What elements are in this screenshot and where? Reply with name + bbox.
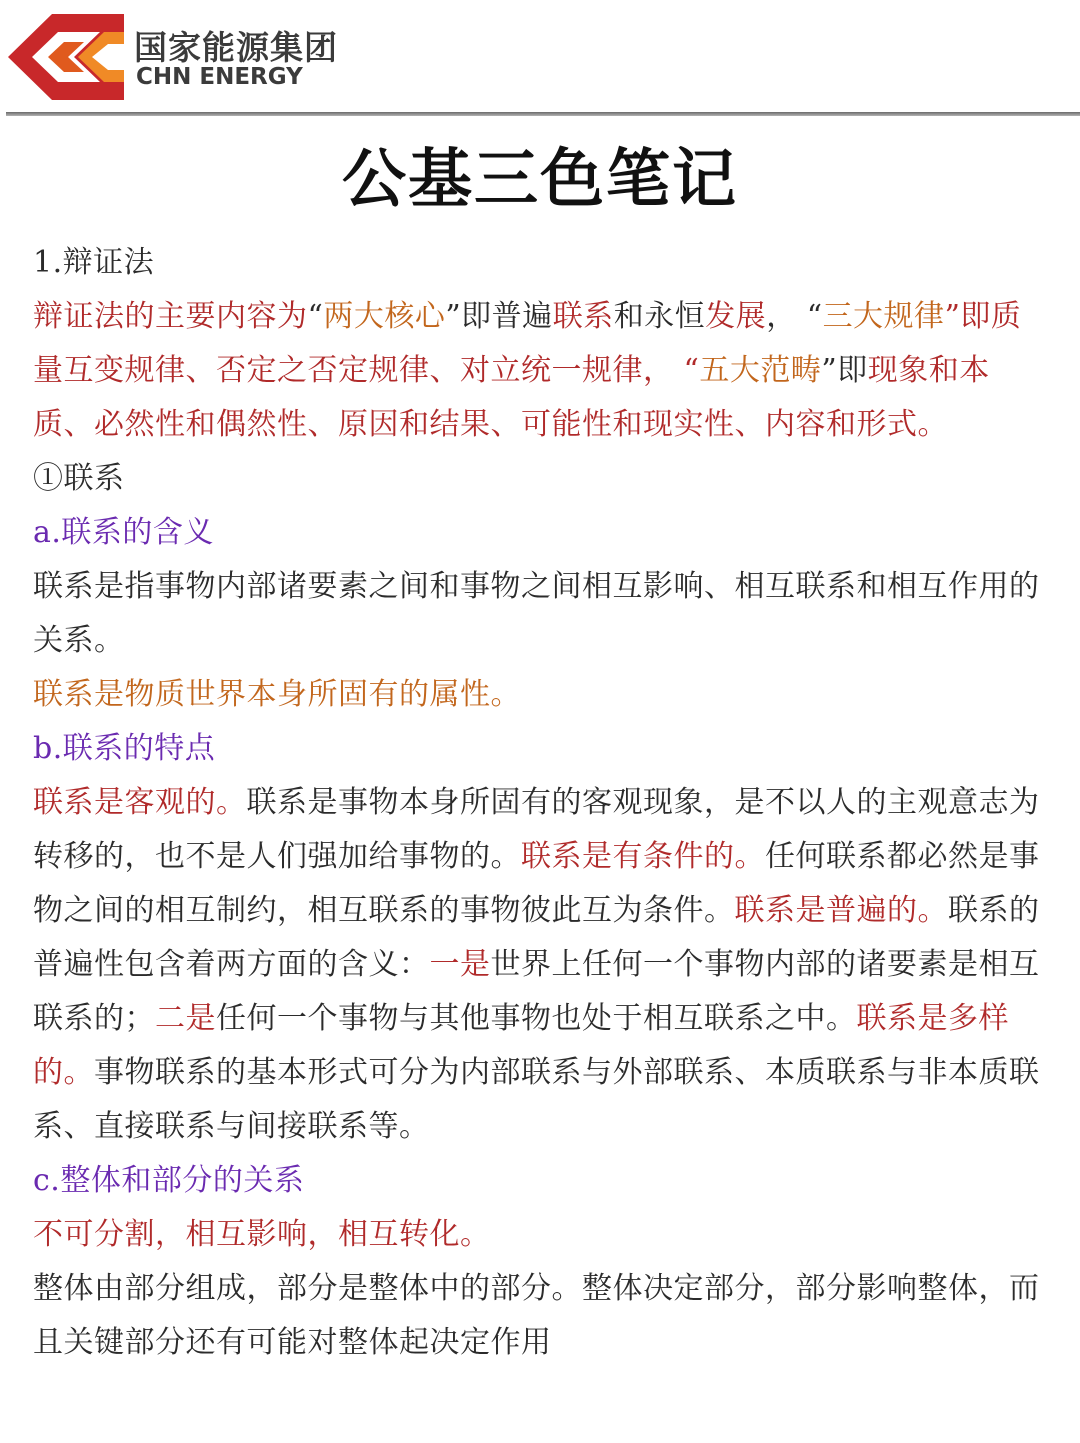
text-run: 联系是事物本身所固有的客观现象，是不以人的主观意志为转移的，也不是人们强加给事物的。 bbox=[33, 785, 1040, 874]
header-divider bbox=[6, 112, 1080, 116]
text-run: 联系是普遍的。 bbox=[734, 893, 948, 928]
text-run: 两大核心 bbox=[323, 299, 446, 334]
text-run: 联系是有条件的。 bbox=[521, 839, 765, 874]
text-run: 和永恒 bbox=[613, 299, 706, 334]
header bbox=[0, 0, 1080, 118]
text-run: 联系是客观的。 bbox=[33, 785, 247, 820]
text-run: 五大范畴 bbox=[699, 353, 822, 388]
text-run: 即 bbox=[837, 353, 868, 388]
text-run: 联系的普遍性包含着两方面的含义： bbox=[33, 893, 1040, 982]
notes-body bbox=[33, 236, 1043, 1370]
topic-heading-a: a.联系的含义 bbox=[33, 515, 214, 550]
text-run: 任何联系都必然是事物之间的相互制约，相互联系的事物彼此互为条件。 bbox=[33, 839, 1040, 928]
chn-energy-logo-icon bbox=[8, 14, 124, 100]
text-run: 发展 bbox=[705, 299, 767, 334]
text-run: “ bbox=[307, 299, 324, 334]
topic-heading-c: c.整体和部分的关系 bbox=[33, 1163, 305, 1198]
text-run: 三大规律 bbox=[822, 299, 945, 334]
text-run: ”即普遍 bbox=[445, 299, 553, 334]
text-run: 联系是多样的。 bbox=[33, 1001, 1009, 1090]
text-run: 世界上任何一个事物内部的诸要素是相互联系的； bbox=[33, 947, 1040, 1036]
text-run: 现象和本质、必然性和偶然性、原因和结果、可能性和现实性、内容和形式。 bbox=[33, 353, 990, 442]
relation-note: 不可分割，相互影响，相互转化。 bbox=[33, 1217, 491, 1252]
intro-paragraph bbox=[33, 290, 1043, 452]
section-heading: 1.辩证法 bbox=[33, 245, 155, 280]
text-run: 事物联系的基本形式可分为内部联系与外部联系、本质联系与非本质联系、直接联系与间接联系等。 bbox=[33, 1055, 1040, 1144]
highlight-note: 联系是物质世界本身所固有的属性。 bbox=[33, 677, 521, 712]
topic-heading-b: b.联系的特点 bbox=[33, 731, 216, 766]
text-run: 联系 bbox=[552, 299, 614, 334]
relation-paragraph: 整体由部分组成，部分是整体中的部分。整体决定部分，部分影响整体，而且关键部分还有可能对整体起决定作用 bbox=[33, 1271, 1040, 1360]
definition-paragraph: 联系是指事物内部诸要素之间和事物之间相互影响、相互联系和相互作用的关系。 bbox=[33, 569, 1040, 658]
text-run: 辩证法的主要内容为 bbox=[33, 299, 308, 334]
characteristics-paragraph bbox=[33, 776, 1043, 1154]
text-run: 二是 bbox=[155, 1001, 216, 1036]
text-run: ” bbox=[821, 353, 838, 388]
subsection-heading: ①联系 bbox=[33, 461, 125, 496]
text-run: 任何一个事物与其他事物也处于相互联系之中。 bbox=[216, 1001, 857, 1036]
logo-english-name: CHN ENERGY bbox=[136, 64, 303, 90]
page-title: 公基三色笔记 bbox=[342, 142, 738, 217]
text-run: ”即质量互变规律、否定之否定规律、对立统一规律， “ bbox=[33, 299, 1022, 388]
text-run: 一是 bbox=[429, 947, 491, 982]
text-run: ， “ bbox=[766, 299, 823, 334]
logo-chinese-name: 国家能源集团 bbox=[134, 28, 338, 67]
